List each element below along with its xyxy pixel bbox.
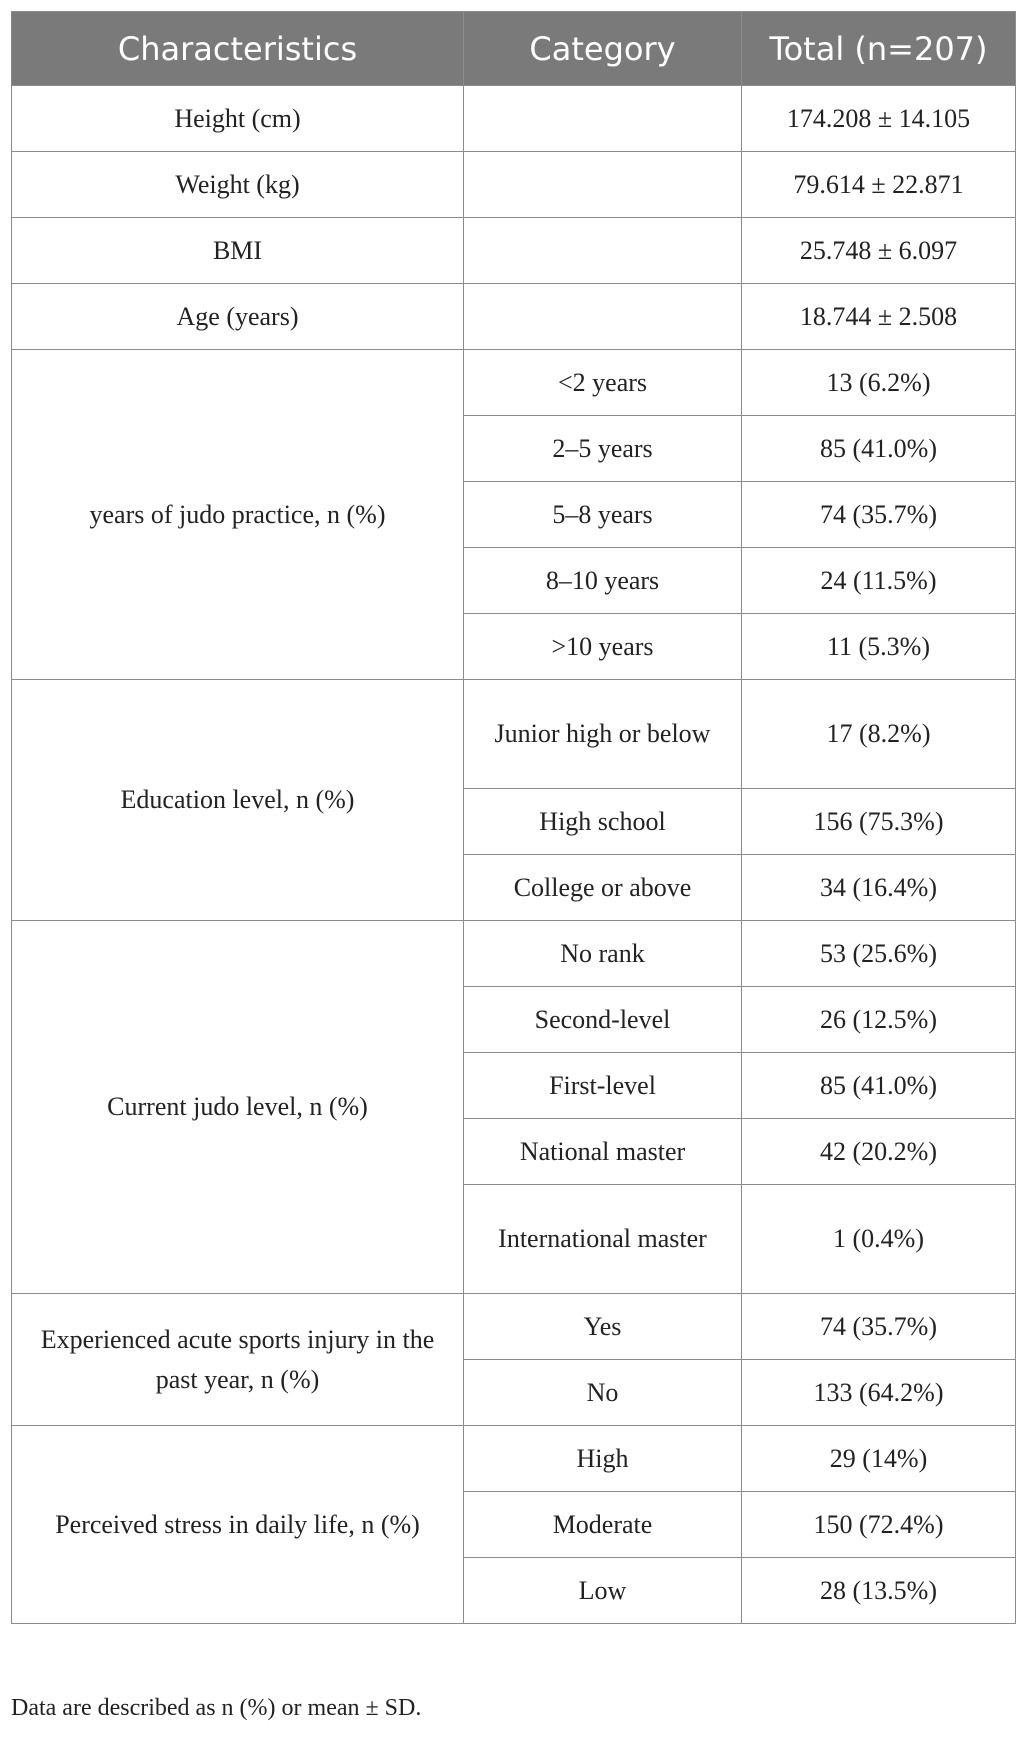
- category-cell: [464, 152, 742, 218]
- total-cell: 17 (8.2%): [742, 680, 1016, 789]
- total-cell: 26 (12.5%): [742, 987, 1016, 1053]
- table-container: [11, 11, 1015, 1624]
- total-cell: 174.208 ± 14.105: [742, 86, 1016, 152]
- group-label-judo-level: Current judo level, n (%): [12, 921, 464, 1294]
- characteristic-cell: Weight (kg): [12, 152, 464, 218]
- table-header-row: [12, 12, 1016, 86]
- total-cell: 74 (35.7%): [742, 1294, 1016, 1360]
- total-cell: 11 (5.3%): [742, 614, 1016, 680]
- table-row: [12, 152, 1016, 218]
- category-cell: First-level: [464, 1053, 742, 1119]
- characteristic-cell: Age (years): [12, 284, 464, 350]
- category-cell: International master: [464, 1185, 742, 1294]
- total-cell: 25.748 ± 6.097: [742, 218, 1016, 284]
- table-footnote: Data are described as n (%) or mean ± SD.: [11, 1695, 422, 1721]
- total-cell: 150 (72.4%): [742, 1492, 1016, 1558]
- category-cell: 5–8 years: [464, 482, 742, 548]
- category-cell: 2–5 years: [464, 416, 742, 482]
- table-row: [12, 218, 1016, 284]
- characteristics-table: [11, 11, 1016, 1624]
- category-cell: Moderate: [464, 1492, 742, 1558]
- total-cell: 18.744 ± 2.508: [742, 284, 1016, 350]
- total-cell: 13 (6.2%): [742, 350, 1016, 416]
- category-cell: High school: [464, 789, 742, 855]
- total-cell: 74 (35.7%): [742, 482, 1016, 548]
- total-cell: 85 (41.0%): [742, 416, 1016, 482]
- category-cell: National master: [464, 1119, 742, 1185]
- characteristic-cell: Height (cm): [12, 86, 464, 152]
- group-label-judo-years: years of judo practice, n (%): [12, 350, 464, 680]
- category-cell: <2 years: [464, 350, 742, 416]
- total-cell: 85 (41.0%): [742, 1053, 1016, 1119]
- table-row: [12, 350, 1016, 416]
- category-cell: No rank: [464, 921, 742, 987]
- category-cell: 8–10 years: [464, 548, 742, 614]
- table-row: [12, 680, 1016, 789]
- total-cell: 79.614 ± 22.871: [742, 152, 1016, 218]
- group-label-education: Education level, n (%): [12, 680, 464, 921]
- total-cell: 42 (20.2%): [742, 1119, 1016, 1185]
- header-characteristics: Characteristics: [12, 12, 464, 86]
- table-row: [12, 1426, 1016, 1492]
- table-row: [12, 284, 1016, 350]
- group-label-stress: Perceived stress in daily life, n (%): [12, 1426, 464, 1624]
- category-cell: High: [464, 1426, 742, 1492]
- total-cell: 156 (75.3%): [742, 789, 1016, 855]
- total-cell: 1 (0.4%): [742, 1185, 1016, 1294]
- header-total: Total (n=207): [742, 12, 1016, 86]
- table-row: [12, 1294, 1016, 1360]
- table-row: [12, 86, 1016, 152]
- category-cell: Yes: [464, 1294, 742, 1360]
- total-cell: 24 (11.5%): [742, 548, 1016, 614]
- category-cell: [464, 218, 742, 284]
- group-label-injury: Experienced acute sports injury in the past year, n (%): [12, 1294, 464, 1426]
- category-cell: No: [464, 1360, 742, 1426]
- category-cell: Low: [464, 1558, 742, 1624]
- category-cell: Junior high or below: [464, 680, 742, 789]
- category-cell: [464, 284, 742, 350]
- total-cell: 29 (14%): [742, 1426, 1016, 1492]
- category-cell: College or above: [464, 855, 742, 921]
- total-cell: 34 (16.4%): [742, 855, 1016, 921]
- table-row: [12, 921, 1016, 987]
- total-cell: 53 (25.6%): [742, 921, 1016, 987]
- total-cell: 28 (13.5%): [742, 1558, 1016, 1624]
- characteristic-cell: BMI: [12, 218, 464, 284]
- category-cell: [464, 86, 742, 152]
- header-category: Category: [464, 12, 742, 86]
- category-cell: Second-level: [464, 987, 742, 1053]
- category-cell: >10 years: [464, 614, 742, 680]
- total-cell: 133 (64.2%): [742, 1360, 1016, 1426]
